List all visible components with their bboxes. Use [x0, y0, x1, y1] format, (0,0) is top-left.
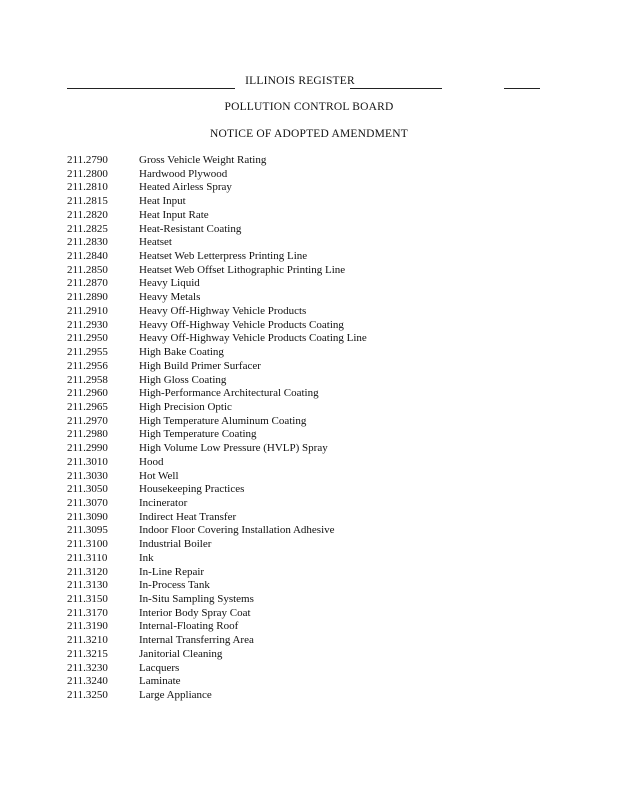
section-number: 211.2960 — [67, 387, 108, 400]
definition-term: High Build Primer Surfacer — [139, 359, 261, 372]
section-number: 211.3030 — [67, 469, 108, 482]
section-number: 211.3110 — [67, 551, 108, 564]
section-number: 211.2950 — [67, 332, 108, 345]
section-number: 211.3095 — [67, 524, 108, 537]
definition-term: Large Appliance — [139, 689, 212, 702]
definition-term: Ink — [139, 551, 154, 564]
section-number: 211.3230 — [67, 661, 108, 674]
section-number: 211.3170 — [67, 606, 108, 619]
definition-term: Heatset Web Letterpress Printing Line — [139, 250, 308, 263]
section-number: 211.3210 — [67, 634, 108, 647]
definition-term: High Gloss Coating — [139, 373, 227, 386]
section-number: 211.2955 — [67, 346, 108, 359]
section-number: 211.2970 — [67, 414, 108, 427]
definition-term: Hood — [139, 455, 164, 468]
definition-term: High Volume Low Pressure (HVLP) Spray — [139, 442, 328, 455]
section-number: 211.2890 — [67, 291, 108, 304]
definition-term: Hardwood Plywood — [139, 167, 228, 180]
section-number: 211.3250 — [67, 689, 108, 702]
definition-term: In-Process Tank — [139, 579, 210, 592]
section-number: 211.3100 — [67, 538, 108, 551]
section-number: 211.2830 — [67, 236, 108, 249]
section-number: 211.3240 — [67, 675, 108, 688]
definition-term: Internal Transferring Area — [139, 634, 254, 647]
definition-term: High Bake Coating — [139, 346, 224, 359]
section-number: 211.3150 — [67, 593, 108, 605]
definition-term: In-Line Repair — [139, 565, 205, 578]
definition-term: Heated Airless Spray — [139, 181, 232, 194]
section-number: 211.2815 — [67, 195, 108, 208]
register-title: ILLINOIS REGISTER — [245, 75, 355, 87]
definition-term: Heat-Resistant Coating — [139, 222, 242, 235]
definition-term: Heavy Off-Highway Vehicle Products — [139, 304, 307, 317]
definition-term: Heat Input Rate — [139, 208, 209, 221]
section-number: 211.2810 — [67, 181, 108, 194]
board-title: POLLUTION CONTROL BOARD — [224, 101, 394, 113]
header-rule-left — [67, 88, 235, 89]
definition-term: Incinerator — [139, 496, 188, 509]
header-rule-right — [504, 88, 540, 89]
definition-term: Internal-Floating Roof — [139, 620, 239, 633]
definition-term: Hot Well — [139, 469, 179, 482]
section-number: 211.3215 — [67, 647, 108, 660]
section-number: 211.3190 — [67, 620, 108, 633]
section-number: 211.2990 — [67, 442, 108, 455]
section-number: 211.2958 — [67, 373, 108, 386]
definition-term: Interior Body Spray Coat — [139, 606, 251, 619]
definition-term: Heavy Off-Highway Vehicle Products Coating Line — [139, 332, 367, 345]
definition-term: Indirect Heat Transfer — [139, 510, 237, 523]
section-number: 211.3120 — [67, 565, 108, 578]
section-number: 211.2870 — [67, 277, 108, 290]
section-number: 211.3090 — [67, 510, 108, 523]
definition-term: Laminate — [139, 675, 181, 688]
section-number: 211.2930 — [67, 318, 108, 331]
definition-term: High-Performance Architectural Coating — [139, 387, 319, 400]
section-number: 211.2840 — [67, 250, 108, 263]
definition-term: Indoor Floor Covering Installation Adhesive — [139, 524, 335, 537]
section-number: 211.2790 — [67, 154, 108, 166]
section-number: 211.2965 — [67, 400, 108, 413]
section-number: 211.3130 — [67, 579, 108, 592]
definition-term: Heat Input — [139, 195, 186, 208]
definition-term: High Precision Optic — [139, 400, 232, 413]
definition-term: Heavy Metals — [139, 291, 201, 304]
definition-term: Gross Vehicle Weight Rating — [139, 154, 267, 166]
section-number: 211.3050 — [67, 483, 108, 496]
definition-term: High Temperature Aluminum Coating — [139, 414, 307, 427]
definition-term: Janitorial Cleaning — [139, 647, 223, 660]
definition-term: Housekeeping Practices — [139, 483, 245, 496]
section-number: 211.2910 — [67, 304, 108, 317]
section-number: 211.2800 — [67, 167, 108, 180]
register-header — [0, 75, 618, 91]
definition-term: Heatset Web Offset Lithographic Printing Line — [139, 263, 346, 276]
section-number: 211.2850 — [67, 263, 108, 276]
section-number: 211.3010 — [67, 455, 108, 468]
section-number: 211.2825 — [67, 222, 108, 235]
definition-term: Heavy Liquid — [139, 277, 200, 290]
definition-term: Heavy Off-Highway Vehicle Products Coating — [139, 318, 344, 331]
header-rule-middle — [350, 88, 442, 89]
section-number: 211.3070 — [67, 496, 108, 509]
definition-term: Heatset — [139, 236, 172, 249]
definition-term: In-Situ Sampling Systems — [139, 593, 254, 605]
notice-title: NOTICE OF ADOPTED AMENDMENT — [209, 128, 409, 140]
section-number: 211.2956 — [67, 359, 108, 372]
section-number: 211.2820 — [67, 208, 108, 221]
section-number: 211.2980 — [67, 428, 108, 441]
definition-term: Lacquers — [139, 661, 180, 674]
definition-term: High Temperature Coating — [139, 428, 257, 441]
definition-term: Industrial Boiler — [139, 538, 212, 551]
